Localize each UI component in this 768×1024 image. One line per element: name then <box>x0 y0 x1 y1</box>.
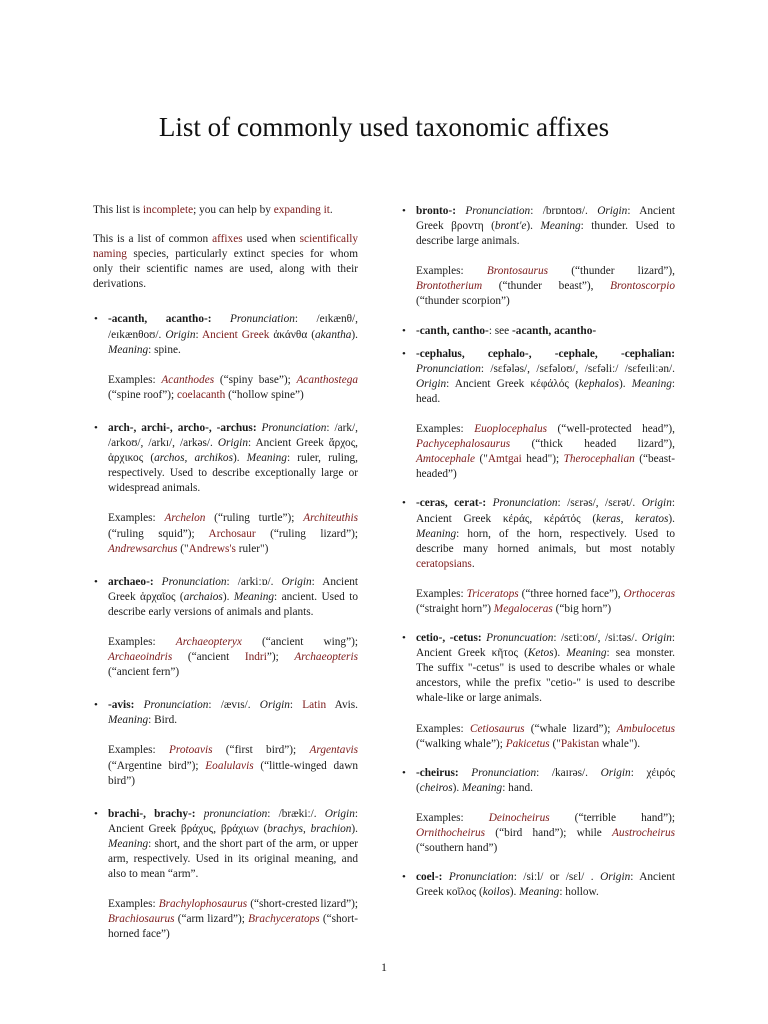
ceratopsians-link[interactable]: ceratopsians <box>416 557 472 570</box>
example-link[interactable]: Brachyceratops <box>248 913 320 926</box>
latin-link[interactable]: Latin <box>302 699 327 712</box>
incomplete-link[interactable]: incomplete <box>142 204 194 216</box>
example-link[interactable]: Cetiosaurus <box>469 722 525 735</box>
example-link[interactable]: Pachycephalosaurus <box>416 438 511 451</box>
example-link[interactable]: Acanthostega <box>296 373 359 386</box>
example-link[interactable]: Brontoscorpio <box>610 280 675 293</box>
example-link[interactable]: Archelon <box>164 512 206 525</box>
example-link[interactable]: Euoplocephalus <box>474 423 548 436</box>
examples: Examples: Acanthodes (“spiny base”); Acanthostega (“spine roof”); coelacanth (“hollow spine”) <box>108 373 359 401</box>
bullet-icon: • <box>402 205 406 217</box>
example-link[interactable]: Brontotherium <box>416 280 483 293</box>
examples: Examples: Archaeopteryx (“ancient wing”); Archaeoindris (“ancient Indri”); Archaeopteris (“ancient fern”) <box>108 635 358 679</box>
bullet-icon: • <box>402 324 406 337</box>
example-link[interactable]: Brachylophosaurus <box>158 898 248 911</box>
bullet-icon: • <box>402 766 406 779</box>
example-link[interactable]: Orthoceras <box>623 587 675 600</box>
list-item-avis: • -avis: Pronunciation: /ævɪs/. Origin: Latin Avis. Meaning: Bird. Examples: Protoavis (“first bird”); Argentavis (“Argentine bird”); Eoalulavis (“little-winged dawn bird”) <box>93 698 358 788</box>
list-item-brachi: • brachi-, brachy-: pronunciation: /brækiː/. Origin: Ancient Greek βράχυς, βράχιων (brachys, brachion). Meaning: short, and the short part of the arm, or upper arm, respectively. Used in its original meaning, and also to mean “arm”. Examples: Brachylophosaurus (“short-crested lizard”); Brachiosaurus (“arm lizard”); Brachyceratops (“short-horned face”) <box>93 807 358 943</box>
bullet-icon: • <box>94 807 98 820</box>
scientifically-naming-link[interactable]: scientifically naming <box>93 233 358 261</box>
bullet-icon: • <box>402 632 406 645</box>
examples: Examples: Deinocheirus (“terrible hand”); Ornithocheirus (“bird hand”); while Austrocheirus (“southern hand”) <box>416 811 675 855</box>
example-link[interactable]: Archaeopteris <box>294 651 358 664</box>
examples: Examples: Brontosaurus (“thunder lizard”), Brontotherium (“thunder beast”), Brontoscorpio (“thunder scorpion”) <box>416 265 675 308</box>
example-link[interactable]: Indri <box>244 651 267 664</box>
example-link[interactable]: Andrewsarchus <box>108 542 178 555</box>
list-item-archaeo: • archaeo-: Pronunciation: /arkiːɒ/. Origin: Ancient Greek ἀρχαῖος (archaios). Meaning: ancient. Used to describe early versions of animals and plants. Examples: Archaeopteryx (“ancient wing”); Archaeoindris (“ancient Indri”); Archaeopteris (“ancient fern”) <box>93 575 358 681</box>
example-link[interactable]: Eoalulavis <box>205 759 254 772</box>
ancient-greek-link[interactable]: Ancient Greek <box>202 328 270 341</box>
example-link[interactable]: Amtocephale <box>416 453 475 466</box>
example-link[interactable]: Therocephalian <box>563 453 635 466</box>
examples: Examples: Archelon (“ruling turtle”); Architeuthis (“ruling squid”); Archosaur (“ruling lizard”); Andrewsarchus ("Andrews's ruler") <box>108 512 359 555</box>
expanding-it-link[interactable]: expanding it <box>273 204 330 216</box>
list-item-canth: • -canth, cantho-: see -acanth, acantho- <box>401 324 675 339</box>
example-link[interactable]: Acanthodes <box>161 373 215 386</box>
list-item-coel: • coel-: Pronunciation: /siːl/ or /sɛl/ . Origin: Ancient Greek κοῖλος (koilos). Meaning: hollow. <box>402 871 676 899</box>
list-item-acanth: • -acanth, acantho-: Pronunciation: /eɪkænθ/, /eɪkænθoʊ/. Origin: Ancient Greek ἀκάνθα (akantha). Meaning: spine. Examples: Acanthodes (“spiny base”); Acanthostega (“spine roof”); coelacanth (“hollow spine”) <box>93 312 358 402</box>
list-item-bronto: • bronto-: Pronunciation: /brɒntoʊ/. Origin: Ancient Greek βροντη (bront'e). Meaning: thunder. Used to describe large animals. Examples: Brontosaurus (“thunder lizard”), Brontotherium (“thunder beast”), Brontoscorpio (“thunder scorpion”) <box>401 204 675 310</box>
list-item-arch: • arch-, archi-, archo-, -archus: Pronunciation: /ark/, /arkoʊ/, /arkɪ/, /arkəs/. Origin: Ancient Greek ἄρχος, ἀρχικος (archos, archikos). Meaning: ruler, ruling, respectively. Used to describe exceptionally large or widespread animals. Examples: Archelon (“ruling turtle”); Architeuthis (“ruling squid”); Archosaur (“ruling lizard”); Andrewsarchus ("Andrews's ruler") <box>93 421 358 557</box>
page-number: 1 <box>381 960 387 974</box>
example-link[interactable]: Deinocheirus <box>488 811 550 824</box>
bullet-icon: • <box>402 497 406 510</box>
right-column <box>401 204 675 900</box>
examples: Examples: Euoplocephalus (“well-protected head”), Pachycephalosaurus (“thick headed lizard”), Amtocephale ("Amtgai head"); Therocephalian (“beast-headed”) <box>416 423 676 481</box>
bullet-icon: • <box>402 871 406 884</box>
bullet-icon: • <box>94 313 98 326</box>
example-link[interactable]: Archaeoindris <box>108 651 173 664</box>
example-link[interactable]: Archosaur <box>208 527 256 540</box>
intro-notice: This list is incomplete; you can help by expanding it. <box>93 204 333 216</box>
example-link[interactable]: Triceratops <box>466 587 519 600</box>
example-link[interactable]: Pakicetus <box>505 737 550 750</box>
list-item-ceras: • -ceras, cerat-: Pronunciation: /sɛrəs/, /sɛrət/. Origin: Ancient Greek κέράς, κέράτός (keras, keratos). Meaning: horn, of the horn, respectively. Used to describe many horned animals, but most notably ceratopsians. Examples: Triceratops (“three horned face”), Orthoceras (“straight horn”) Megaloceras (“big horn”) <box>401 496 675 617</box>
example-link[interactable]: Protoavis <box>168 744 213 757</box>
example-link[interactable]: Megaloceras <box>493 602 553 615</box>
bullet-icon: • <box>94 575 98 588</box>
list-item-cheirus: • -cheirus: Pronunciation: /kaɪrəs/. Origin: χέιρός (cheiros). Meaning: hand. Examples: Deinocheirus (“terrible hand”); Ornithocheirus (“bird hand”); while Austrocheirus (“southern hand”) <box>401 766 675 856</box>
example-link[interactable]: coelacanth <box>177 388 226 401</box>
example-link[interactable]: Amtgai <box>487 453 522 466</box>
list-item-cetio: • cetio-, -cetus: Pronuncuation: /sɛtiːoʊ/, /siːtəs/. Origin: Ancient Greek κῆτος (Ketos). Meaning: sea monster. The suffix "-cetus" is used to describe whales or whale ancestors, while the prefix "cetio-" is used to describe whale-like or large animals. Examples: Cetiosaurus (“whale lizard”); Ambulocetus (“walking whale”); Pakicetus ("Pakistan whale"). <box>401 631 675 752</box>
examples: Examples: Triceratops (“three horned face”), Orthoceras (“straight horn”) Megaloceras (“big horn”) <box>416 587 675 615</box>
example-link[interactable]: Pakistan <box>560 737 600 750</box>
example-link[interactable]: Ornithocheirus <box>416 827 486 839</box>
example-link[interactable]: Brachiosaurus <box>108 913 175 926</box>
bullet-icon: • <box>402 347 406 360</box>
affixes-link[interactable]: affixes <box>212 233 243 246</box>
example-link[interactable]: Argentavis <box>309 744 358 757</box>
examples: Examples: Brachylophosaurus (“short-crested lizard”); Brachiosaurus (“arm lizard”); Brachyceratops (“short-horned face”) <box>108 898 359 941</box>
example-link[interactable]: Archaeopteryx <box>175 635 242 648</box>
list-item-cephalus: • -cephalus, cephalo-, -cephale, -cephalian: Pronunciation: /sɛfələs/, /sɛfəloʊ/, /sɛfəliː/ /sɛfeɪliːən/. Origin: Ancient Greek κέφάλός (kephalos). Meaning: head. Examples: Euoplocephalus (“well-protected head”), Pachycephalosaurus (“thick headed lizard”), Amtocephale ("Amtgai head"); Therocephalian (“beast-headed”) <box>401 347 675 483</box>
bullet-icon: • <box>94 699 98 712</box>
examples: Examples: Protoavis (“first bird”); Argentavis (“Argentine bird”); Eoalulavis (“little-winged dawn bird”) <box>108 744 358 787</box>
left-column <box>93 203 358 942</box>
example-link[interactable]: Austrocheirus <box>612 827 675 839</box>
example-link[interactable]: Architeuthis <box>303 512 358 525</box>
example-link[interactable]: Ambulocetus <box>616 722 676 735</box>
example-link[interactable]: Andrews's <box>188 542 236 555</box>
page-title: List of commonly used taxonomic affixes <box>158 112 610 142</box>
bullet-icon: • <box>94 421 98 434</box>
examples: Examples: Cetiosaurus (“whale lizard”); Ambulocetus (“walking whale”); Pakicetus ("Pakistan whale"). <box>416 722 676 750</box>
intro-description: This is a list of common affixes used when scientifically naming species, particularly extinct species for whom only their scientific names are used, along with their derivations. <box>93 233 358 291</box>
example-link[interactable]: Brontosaurus <box>486 265 548 278</box>
